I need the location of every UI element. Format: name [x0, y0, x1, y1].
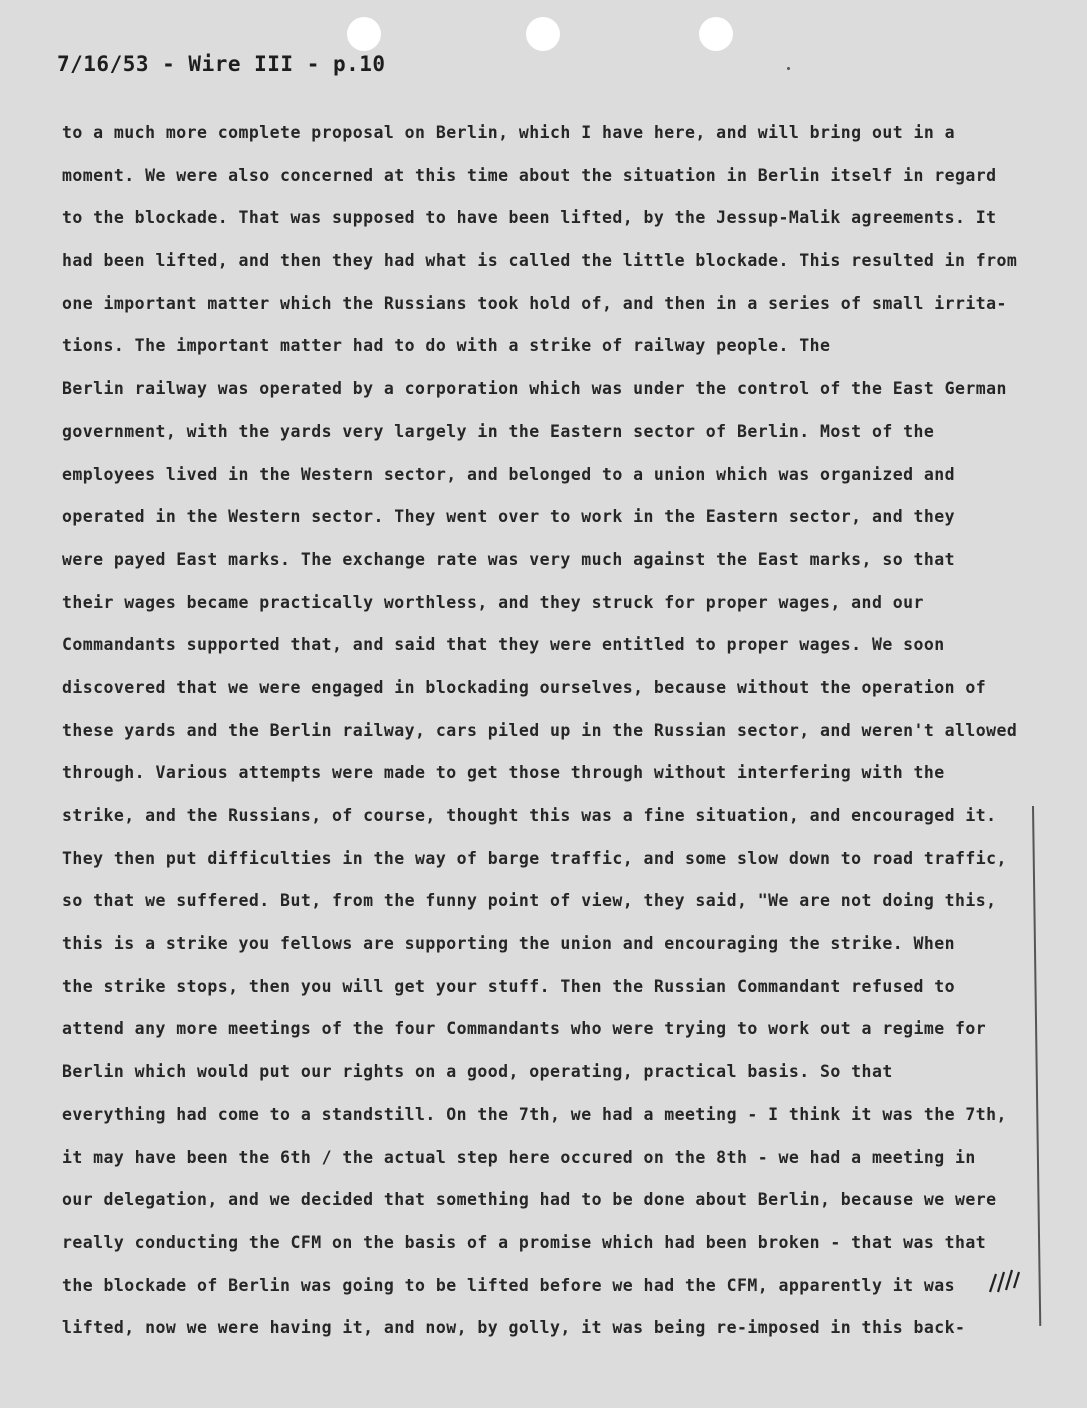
text-line: Berlin which would put our rights on a good, operating, practical basis. So that	[62, 1062, 893, 1082]
text-line: everything had come to a standstill. On the 7th, we had a meeting - I think it was the 7th,	[62, 1104, 1007, 1124]
text-line: really conducting the CFM on the basis of a promise which had been broken - that was that	[62, 1232, 987, 1252]
text-line: the strike stops, then you will get your stuff. Then the Russian Commandant refused to	[62, 976, 956, 996]
text-line: the blockade of Berlin was going to be lifted before we had the CFM, apparently it was	[62, 1275, 956, 1295]
text-line: discovered that we were engaged in blockading ourselves, because without the operation of	[62, 677, 987, 697]
text-line: one important matter which the Russians took hold of, and then in a series of small irrita-	[62, 293, 1007, 313]
stray-mark	[787, 67, 790, 70]
text-line: operated in the Western sector. They went over to work in the Eastern sector, and they	[62, 507, 956, 527]
text-line: government, with the yards very largely in the Eastern sector of Berlin. Most of the	[62, 421, 935, 441]
text-line: this is a strike you fellows are supporting the union and encouraging the strike. When	[62, 934, 956, 954]
page-header: 7/16/53 - Wire III - p.10	[57, 52, 386, 76]
text-line: through. Various attempts were made to get those through without interfering with the	[62, 763, 945, 783]
transcript-body	[62, 112, 1052, 1350]
text-line: strike, and the Russians, of course, thought this was a fine situation, and encouraged it.	[62, 806, 997, 825]
text-line: employees lived in the Western sector, and belonged to a union which was organized and	[62, 464, 956, 484]
text-line: Commandants supported that, and said that they were entitled to proper wages. We soon	[62, 635, 945, 655]
text-line: moment. We were also concerned at this time about the situation in Berlin itself in regard	[62, 165, 997, 185]
text-line: They then put difficulties in the way of barge traffic, and some slow down to road traffic,	[62, 848, 1007, 868]
text-line: lifted, now we were having it, and now, by golly, it was being re-imposed in this back-	[62, 1318, 966, 1338]
punch-hole-right	[699, 17, 733, 51]
text-line: their wages became practically worthless, and they struck for proper wages, and our	[62, 592, 924, 612]
handwritten-margin-mark	[988, 1268, 1022, 1298]
punch-hole-left	[347, 17, 381, 51]
text-line: had been lifted, and then they had what is called the little blockade. This resulted in from	[62, 251, 1018, 271]
text-line: to the blockade. That was supposed to have been lifted, by the Jessup-Malik agreements. It	[62, 208, 997, 228]
text-line: tions. The important matter had to do with a strike of railway people. The	[62, 336, 831, 356]
text-line: these yards and the Berlin railway, cars piled up in the Russian sector, and weren't allowed	[62, 720, 1018, 740]
text-line: our delegation, and we decided that something had to be done about Berlin, because we were	[62, 1190, 997, 1210]
text-line: were payed East marks. The exchange rate was very much against the East marks, so that	[62, 549, 956, 569]
text-line: so that we suffered. But, from the funny point of view, they said, "We are not doing this,	[62, 891, 997, 911]
text-line: attend any more meetings of the four Commandants who were trying to work out a regime for	[62, 1019, 987, 1039]
text-line: it may have been the 6th / the actual step here occured on the 8th - we had a meeting in	[62, 1147, 976, 1167]
punch-hole-center	[526, 17, 560, 51]
text-line: Berlin railway was operated by a corporation which was under the control of the East German	[62, 379, 1007, 399]
text-line: to a much more complete proposal on Berlin, which I have here, and will bring out in a	[62, 123, 956, 142]
